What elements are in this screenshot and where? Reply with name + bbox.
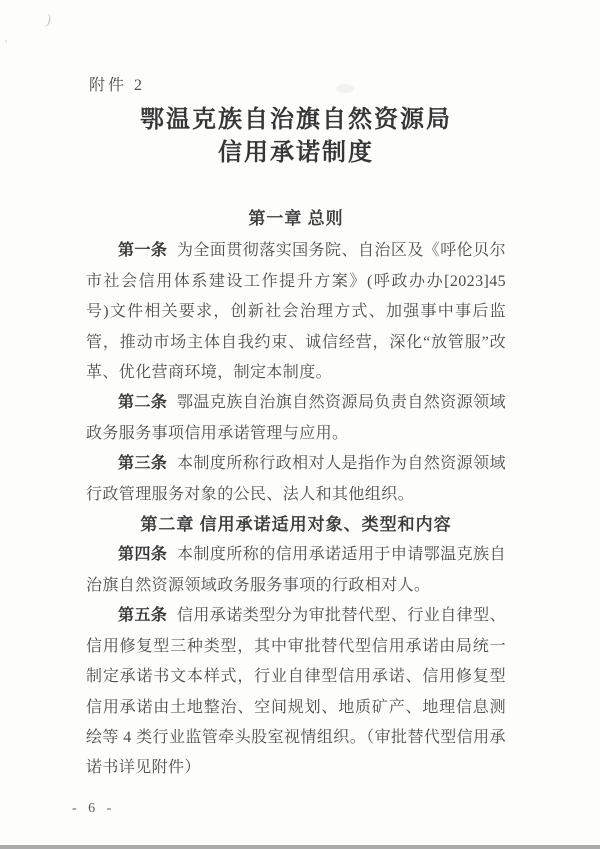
scan-artifact-mark: ) [44,12,53,29]
article-4-label: 第四条 [118,546,168,564]
chapter-2-heading: 第二章 信用承诺适用对象、类型和内容 [140,515,452,535]
article-5-text: 信用承诺类型分为审批替代型、行业自律型、信用修复型三种类型，其中审批替代型信用承诺由局统一制定承诺书文本样式，行业自律型信用承诺、信用修复型信用承诺由土地整治、空间规划、地质矿产、地理信息测绘等 4 类行业监管牵头股室视情组织。（审批替代型信用承诺书详见附件） [86,607,506,777]
article-5 [86,601,506,783]
document-title [86,104,506,170]
article-3 [86,449,506,510]
document-title-line-1: 鄂温克族自治旗自然资源局 [140,107,452,133]
article-1 [86,236,506,388]
attachment-label: 附件 2 [89,77,146,94]
scan-artifact-mark: ’ [2,36,11,52]
article-2-text: 鄂温克族自治旗自然资源局负责自然资源领域政务服务事项信用承诺管理与应用。 [86,394,506,442]
article-1-text: 为全面贯彻落实国务院、自治区及《呼伦贝尔市社会信用体系建设工作提升方案》(呼政办办[2023]45 号)文件相关要求，创新社会治理方式、加强事中事后监管，推动市场主体自我约束、诚信经营，深化“放管服”改革、优化营商环境，制定本制度。 [86,242,506,382]
article-4 [86,540,506,601]
article-2-label: 第二条 [118,394,168,412]
document-title-line-2: 信用承诺制度 [218,140,374,166]
article-3-label: 第三条 [118,455,168,473]
article-4-text: 本制度所称的信用承诺适用于申请鄂温克族自治旗自然资源领域政务服务事项的行政相对人。 [86,546,506,594]
scan-bottom-edge [0,845,600,849]
article-3-text: 本制度所称行政相对人是指作为自然资源领域行政管理服务对象的公民、法人和其他组织。 [86,455,506,503]
article-2 [86,388,506,449]
page-number: - 6 - [72,801,116,816]
chapter-1-heading: 第一章 总则 [248,209,344,228]
article-5-label: 第五条 [118,607,168,625]
document-content [86,0,506,784]
article-1-label: 第一条 [118,242,168,260]
